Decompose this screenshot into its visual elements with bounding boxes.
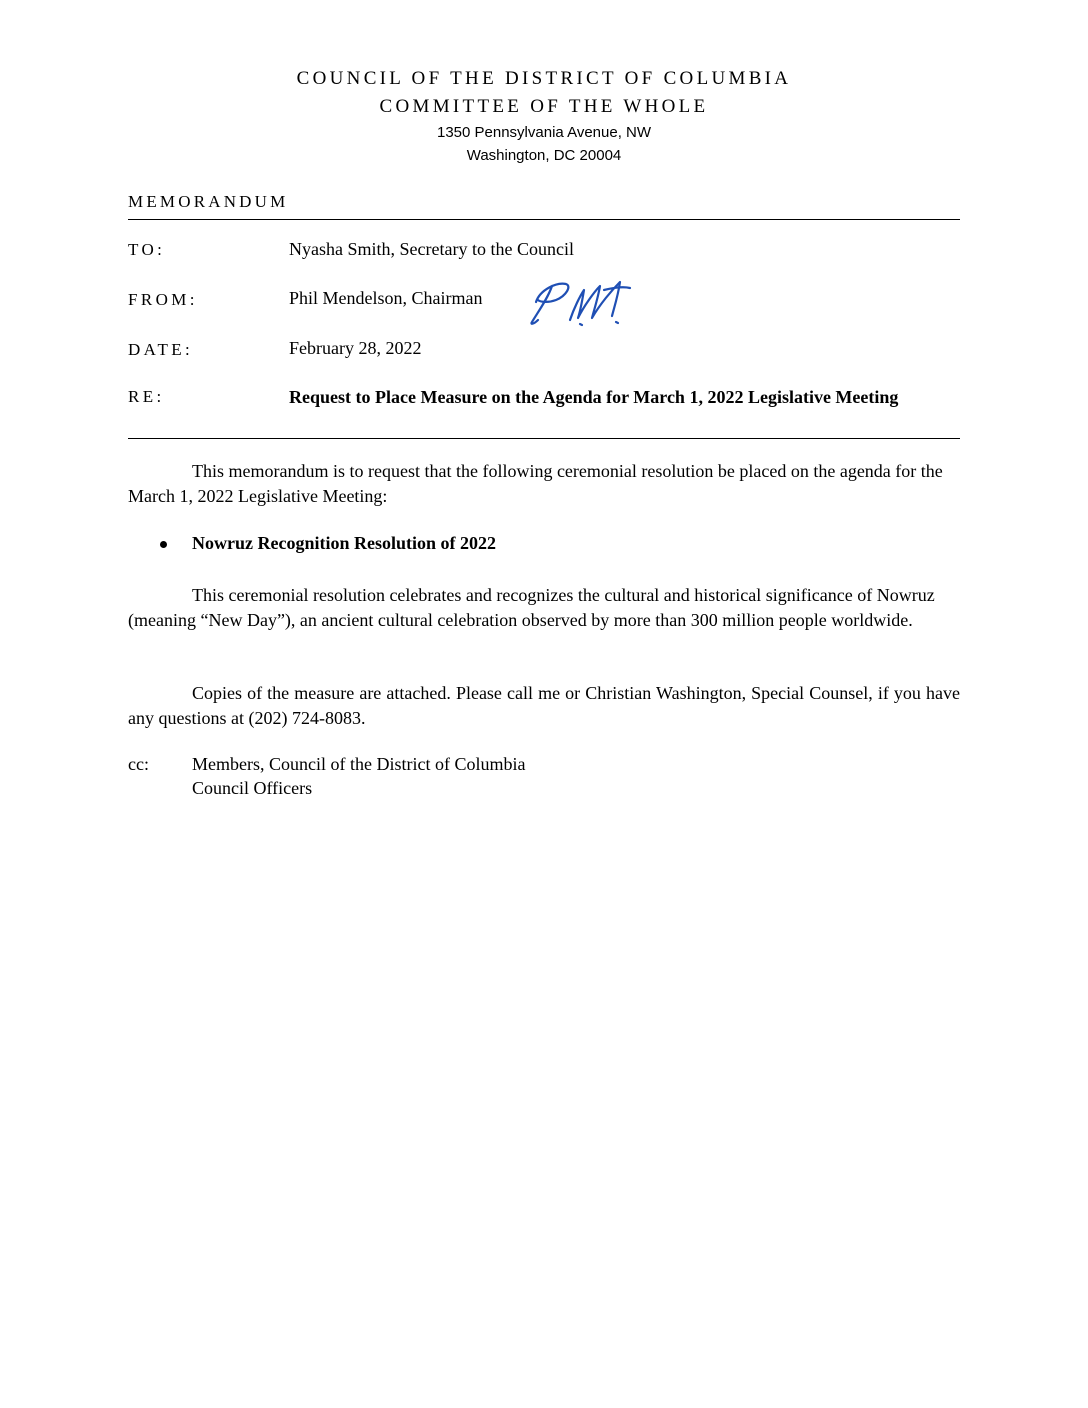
resolution-title: Nowruz Recognition Resolution of 2022 xyxy=(192,533,496,553)
fields-divider xyxy=(128,438,960,439)
cc-recipient-members: Members, Council of the District of Columbia xyxy=(192,754,526,774)
bullet-icon xyxy=(160,541,167,548)
cc-label: cc: xyxy=(128,754,149,774)
re-label: RE: xyxy=(128,387,165,406)
to-value: Nyasha Smith, Secretary to the Council xyxy=(289,239,574,259)
address-line-1: 1350 Pennsylvania Avenue, NW xyxy=(436,124,652,141)
signature-mark xyxy=(522,272,640,330)
address-line-2: Washington, DC 20004 xyxy=(466,147,622,164)
re-subject: Request to Place Measure on the Agenda for March 1, 2022 Legislative Meeting xyxy=(289,387,899,407)
date-value: February 28, 2022 xyxy=(289,338,422,358)
from-label: FROM: xyxy=(128,290,198,309)
signature-stroke-p xyxy=(531,284,568,324)
signature-dots xyxy=(580,322,618,325)
cc-recipient-officers: Council Officers xyxy=(192,778,313,798)
date-label: DATE: xyxy=(128,340,194,359)
contact-paragraph: Copies of the measure are attached. Please call me or Christian Washington, Special Counsel, if you have any questions at (202) 724-8083. xyxy=(128,683,960,728)
committee-heading: COMMITTEE OF THE WHOLE xyxy=(379,96,709,117)
description-paragraph: This ceremonial resolution celebrates and recognizes the cultural and historical significance of Nowruz (meaning “New Day”), an ancient cultural celebration observed by more than 300 million people worldwide. xyxy=(128,585,935,630)
memo-title: MEMORANDUM xyxy=(128,192,289,211)
header-divider xyxy=(128,219,960,220)
from-value: Phil Mendelson, Chairman xyxy=(289,288,483,308)
signature-stroke-m xyxy=(570,282,630,320)
council-heading: COUNCIL OF THE DISTRICT OF COLUMBIA xyxy=(296,68,792,89)
to-label: TO: xyxy=(128,240,166,259)
intro-paragraph: This memorandum is to request that the following ceremonial resolution be placed on the agenda for the March 1, 2022 Legislative Meeting: xyxy=(128,461,943,506)
